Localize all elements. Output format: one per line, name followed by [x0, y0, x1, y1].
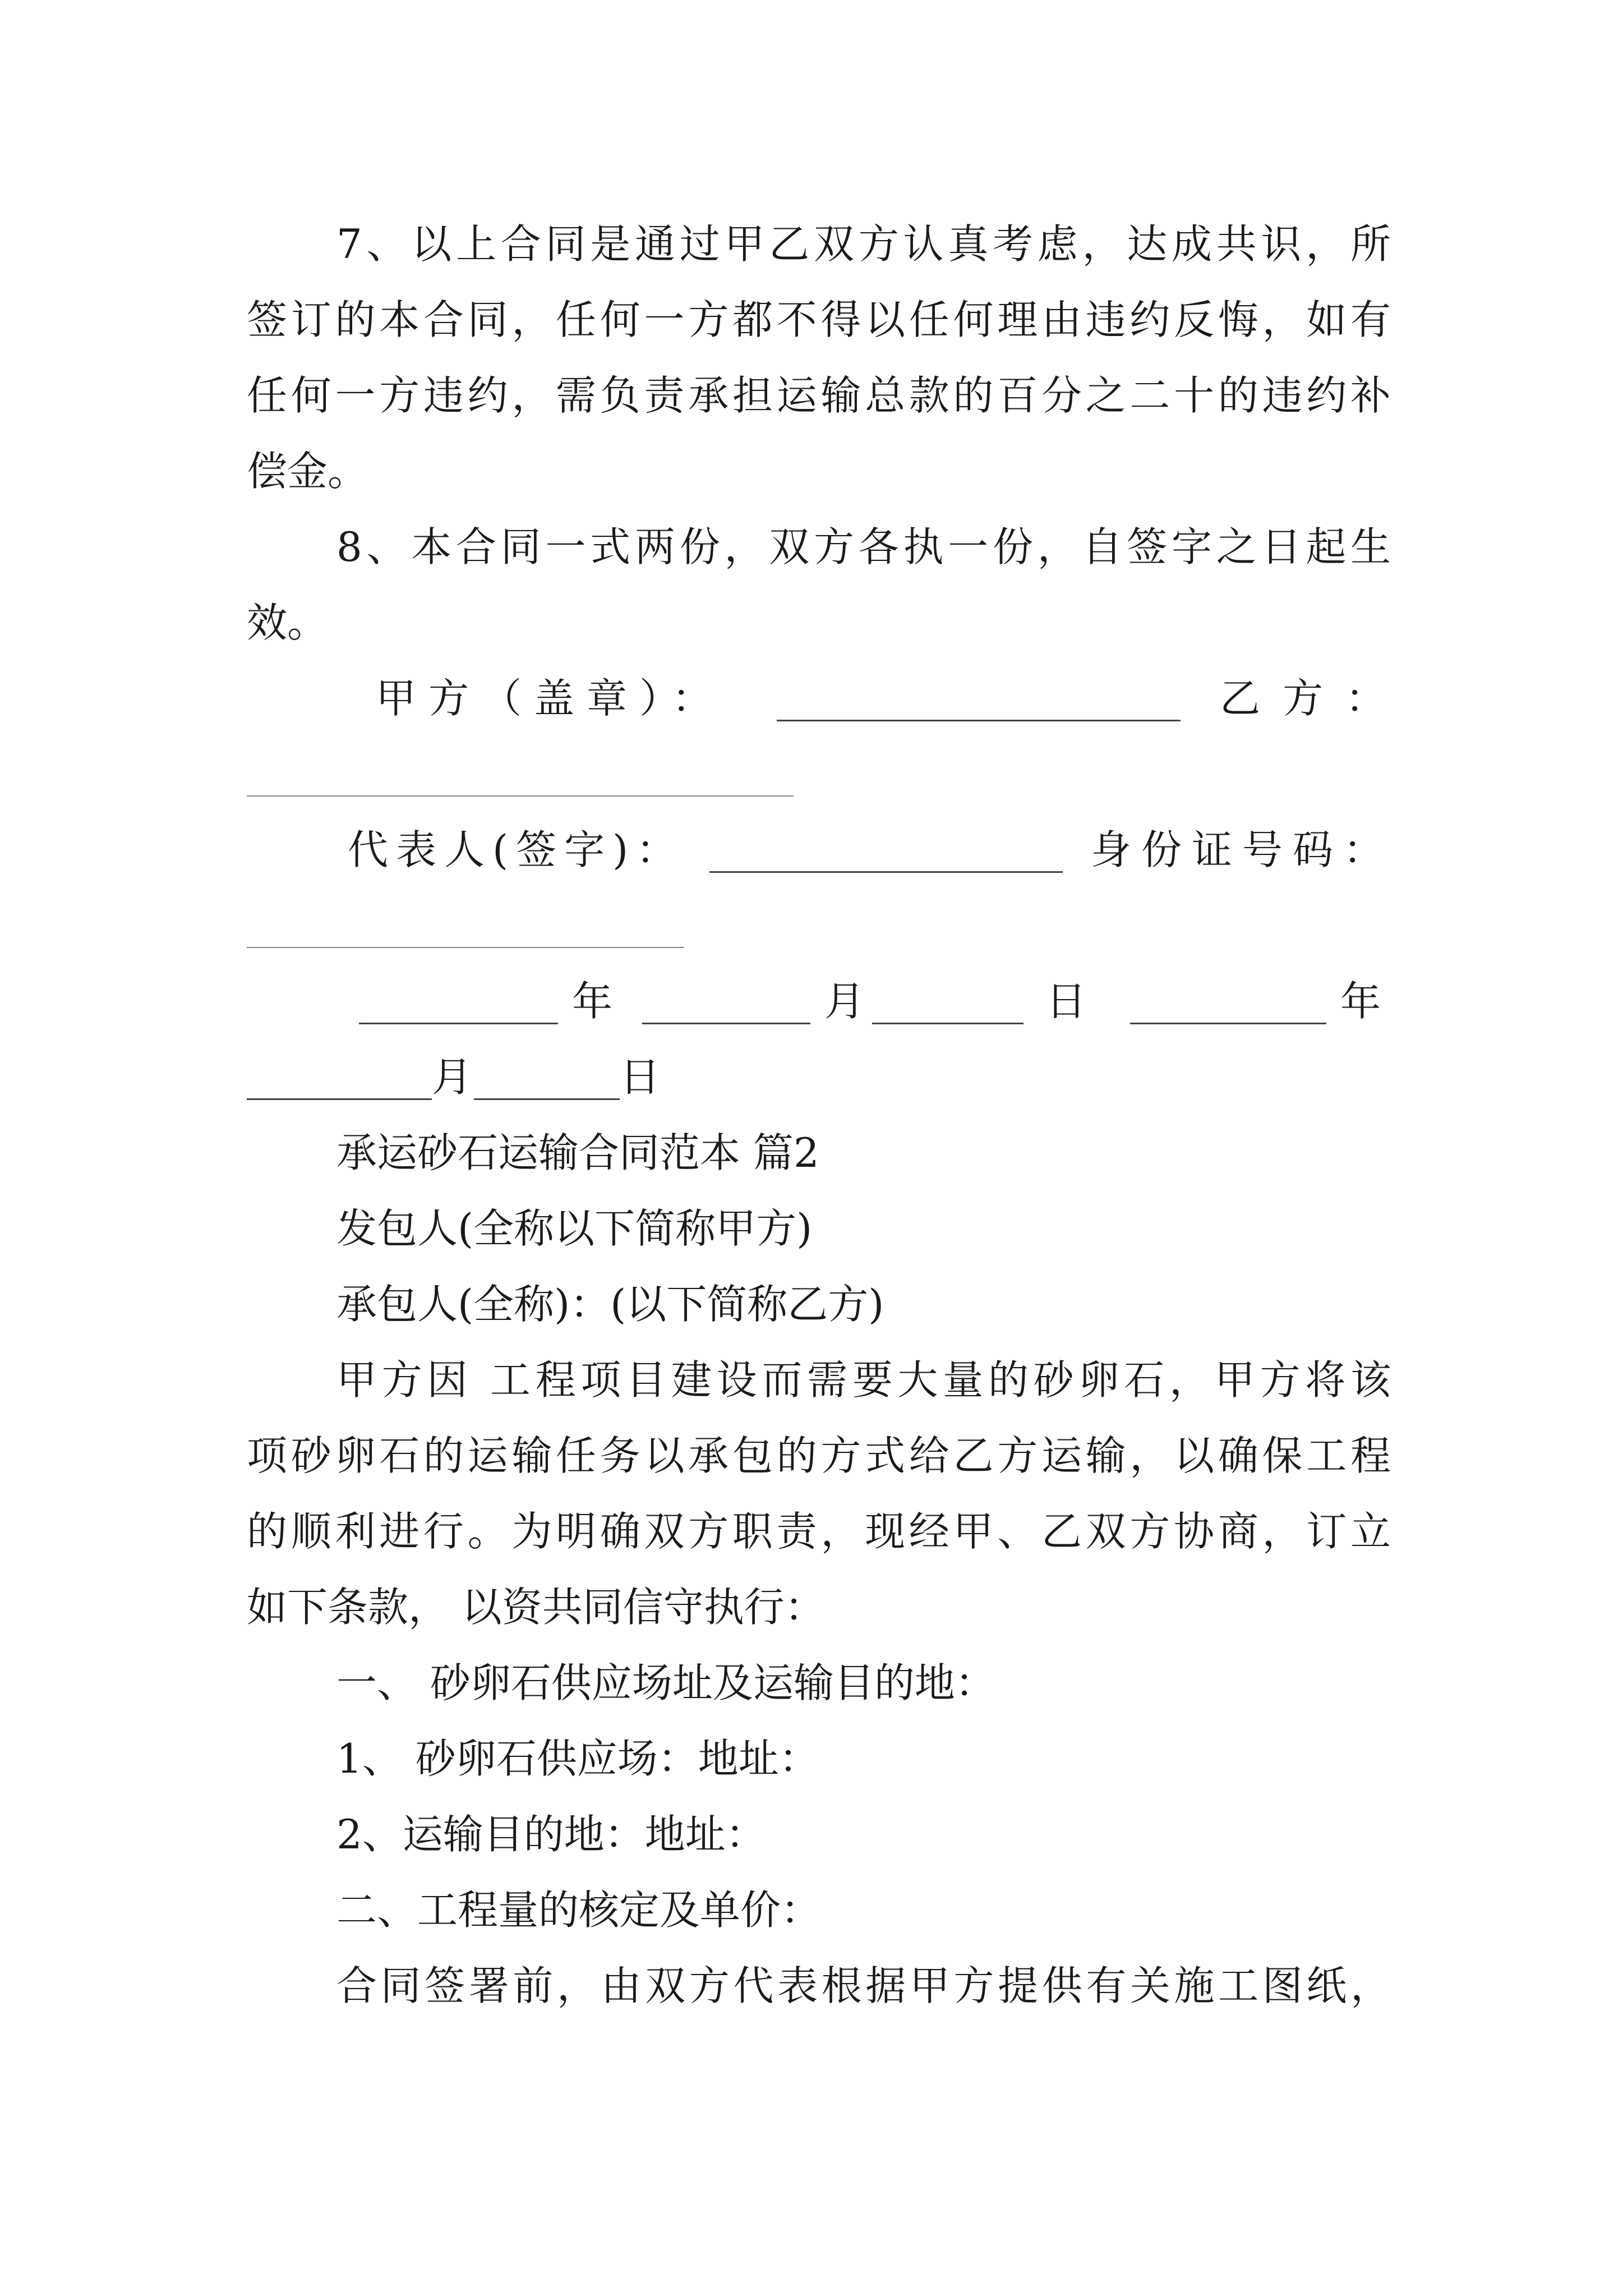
intro-line-3: 的顺利进行。为明确双方职责，现经甲、乙双方协商，订立	[247, 1508, 1391, 1555]
clause-8-line-2: 效。	[247, 599, 328, 646]
party-b-month-blank	[247, 1098, 432, 1100]
party-b-day-blank	[474, 1098, 620, 1100]
clause-2-heading: 二、工程量的核定及单价：	[336, 1887, 822, 1934]
party-a-day-label: 日	[1046, 978, 1087, 1025]
intro-line-2: 项砂卵石的运输任务以承包的方式给乙方运输，以确保工程	[247, 1432, 1391, 1479]
intro-line-4: 如下条款， 以资共同信守执行：	[247, 1584, 825, 1631]
clause-1-item-1: 1、 砂卵石供应场：地址：	[336, 1735, 819, 1782]
party-a-month-label: 月	[824, 978, 865, 1025]
party-a-year-label: 年	[572, 978, 613, 1025]
party-b-day-label: 日	[620, 1053, 661, 1101]
party-b-blank	[247, 795, 794, 797]
clause-7-line-2: 签订的本合同，任何一方都不得以任何理由违约反悔，如有	[247, 296, 1391, 343]
party-a-seal-label: 甲方（盖章）：	[376, 675, 725, 722]
party-b-year-label: 年	[1340, 978, 1381, 1025]
party-b-year-blank	[1130, 1023, 1326, 1024]
intro-line-1: 甲方因 工程项目建设而需要大量的砂卵石，甲方将该	[336, 1356, 1391, 1404]
employer-line: 发包人(全称以下简称甲方)	[336, 1205, 813, 1252]
party-a-blank	[777, 720, 1181, 721]
id-number-blank	[247, 947, 684, 948]
party-b-month-label: 月	[432, 1053, 473, 1101]
clause-1-heading: 一、 砂卵石供应场址及运输目的地：	[336, 1659, 995, 1706]
party-a-year-blank	[359, 1023, 558, 1024]
party-a-month-blank	[642, 1023, 810, 1024]
clause-1-item-2: 2、运输目的地：地址：	[336, 1811, 766, 1858]
section-2-title: 承运砂石运输合同范本 篇2	[336, 1129, 819, 1176]
document-page	[247, 0, 1409, 2296]
party-b-label: 乙方：	[1220, 675, 1409, 722]
clause-7-line-3: 任何一方违约，需负责承担运输总款的百分之二十的违约补	[247, 372, 1391, 419]
id-number-label: 身份证号码：	[1091, 826, 1394, 873]
representative-blank	[709, 871, 1063, 873]
party-a-day-blank	[872, 1023, 1023, 1024]
clause-8-line-1: 8、本合同一式两份，双方各执一份，自签字之日起生	[336, 523, 1391, 570]
representative-label: 代表人(签字)：	[348, 826, 685, 873]
clause-7-line-4: 偿金。	[247, 448, 368, 495]
contractor-line: 承包人(全称)：(以下简称乙方)	[336, 1281, 884, 1328]
clause-2-text: 合同签署前，由双方代表根据甲方提供有关施工图纸，	[336, 1962, 1391, 2009]
clause-7-line-1: 7、以上合同是通过甲乙双方认真考虑，达成共识，所	[336, 220, 1391, 268]
